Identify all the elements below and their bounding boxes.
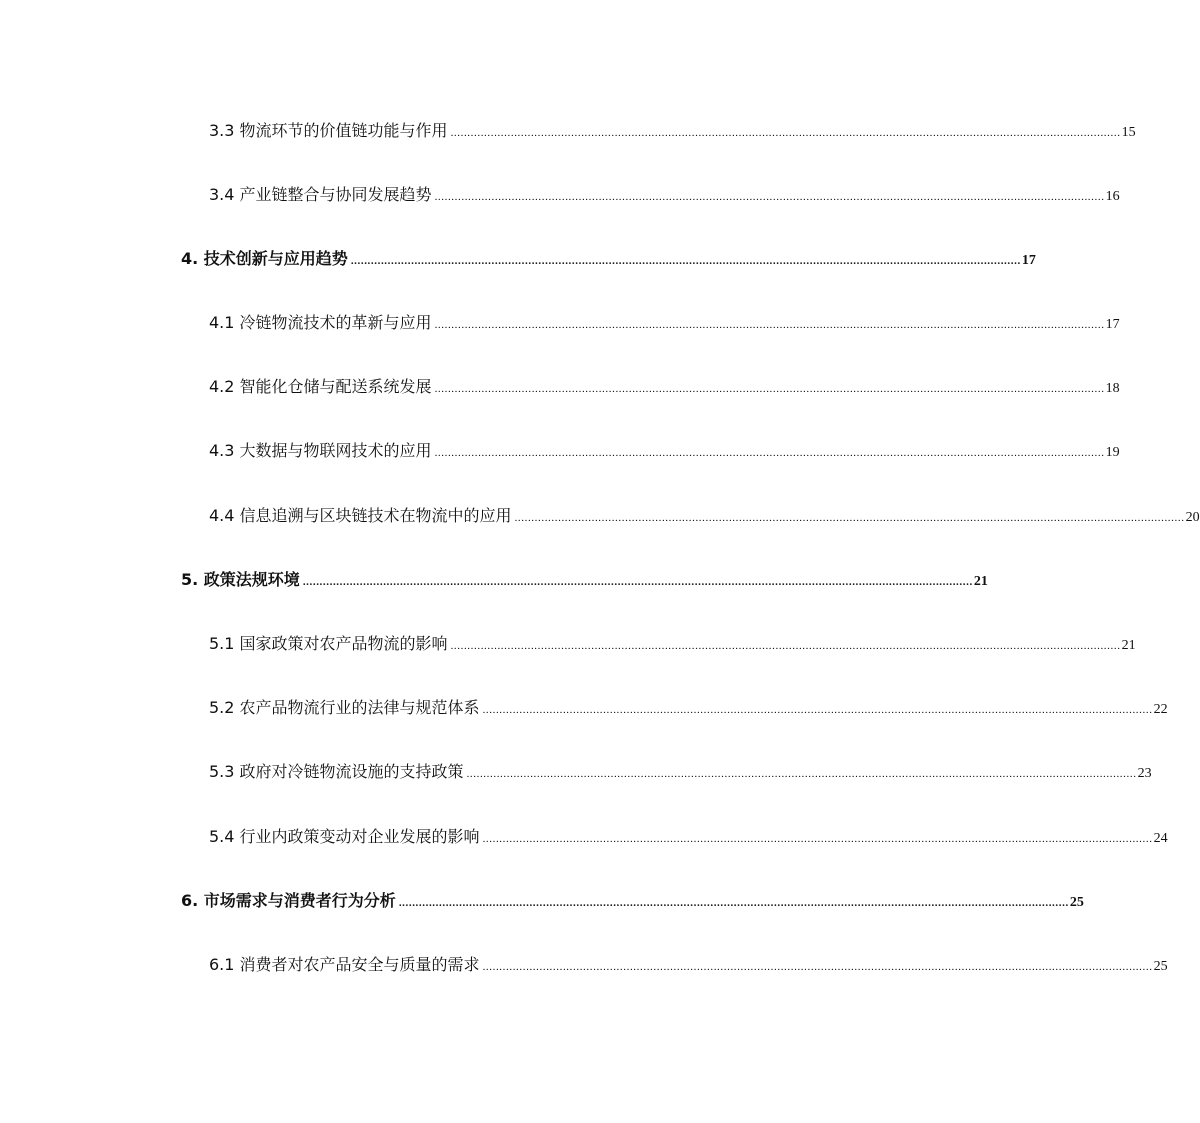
toc-number: 3.3	[209, 121, 235, 140]
toc-number: 6.1	[209, 955, 235, 974]
toc-number: 5.	[181, 570, 199, 589]
toc-page-number: 23	[1137, 766, 1152, 781]
toc-title: 技术创新与应用趋势	[203, 249, 348, 268]
toc-entry-3-3[interactable]	[209, 118, 1136, 141]
toc-entry-4-3[interactable]	[209, 438, 1120, 461]
toc-title: 物流环节的价值链功能与作用	[239, 121, 448, 140]
toc-page-number: 25	[1153, 959, 1168, 974]
toc-title: 信息追溯与区块链技术在物流中的应用	[239, 506, 512, 525]
toc-number: 4.2	[209, 377, 235, 396]
toc-entry-5-2[interactable]	[209, 695, 1168, 718]
toc-page-number: 19	[1105, 445, 1120, 460]
toc-leader: ........................................................................................................................................................................................................	[482, 704, 1153, 716]
toc-number: 5.1	[209, 634, 235, 653]
toc-leader: ........................................................................................................................................................................................................	[398, 897, 1069, 909]
toc-entry-4-2[interactable]	[209, 374, 1120, 397]
toc-entry-5[interactable]	[181, 567, 988, 590]
toc-leader: ........................................................................................................................................................................................................	[350, 255, 1021, 267]
toc-entry-5-1[interactable]	[209, 631, 1136, 654]
toc-entry-4[interactable]	[181, 246, 1036, 269]
toc-number: 5.2	[209, 698, 235, 717]
toc-page-number: 17	[1105, 317, 1120, 332]
toc-page-number: 15	[1121, 125, 1136, 140]
toc-page-number: 16	[1105, 189, 1120, 204]
toc-leader: ........................................................................................................................................................................................................	[514, 512, 1185, 524]
toc-leader: ........................................................................................................................................................................................................	[434, 191, 1105, 203]
toc-title: 智能化仓储与配送系统发展	[239, 377, 432, 396]
toc-entry-5-4[interactable]	[209, 824, 1168, 847]
toc-leader: ........................................................................................................................................................................................................	[434, 383, 1105, 395]
toc-page-number: 21	[973, 574, 988, 589]
toc-leader: ........................................................................................................................................................................................................	[482, 833, 1153, 845]
toc-page-number: 25	[1069, 895, 1084, 910]
toc-entry-6[interactable]	[181, 888, 1084, 911]
toc-entry-4-1[interactable]	[209, 310, 1120, 333]
toc-title: 市场需求与消费者行为分析	[203, 891, 396, 910]
toc-leader: ........................................................................................................................................................................................................	[450, 640, 1121, 652]
toc-page-number: 18	[1105, 381, 1120, 396]
toc-number: 4.4	[209, 506, 235, 525]
toc-page-number: 20	[1185, 510, 1200, 525]
toc-title: 消费者对农产品安全与质量的需求	[239, 955, 480, 974]
toc-title: 产业链整合与协同发展趋势	[239, 185, 432, 204]
toc-number: 4.	[181, 249, 199, 268]
toc-leader: ........................................................................................................................................................................................................	[434, 447, 1105, 459]
toc-number: 4.3	[209, 441, 235, 460]
toc-page-number: 24	[1153, 831, 1168, 846]
toc-title: 农产品物流行业的法律与规范体系	[239, 698, 480, 717]
toc-leader: ........................................................................................................................................................................................................	[482, 961, 1153, 973]
toc-title: 国家政策对农产品物流的影响	[239, 634, 448, 653]
toc-leader: ........................................................................................................................................................................................................	[434, 319, 1105, 331]
toc-number: 6.	[181, 891, 199, 910]
toc-title: 政策法规环境	[203, 570, 300, 589]
toc-number: 4.1	[209, 313, 235, 332]
toc-number: 3.4	[209, 185, 235, 204]
toc-number: 5.3	[209, 762, 235, 781]
toc-entry-4-4[interactable]	[209, 503, 1200, 526]
toc-leader: ........................................................................................................................................................................................................	[466, 768, 1137, 780]
toc-title: 行业内政策变动对企业发展的影响	[239, 827, 480, 846]
toc-entry-5-3[interactable]	[209, 759, 1152, 782]
toc-page-number: 17	[1021, 253, 1036, 268]
toc-page-number: 22	[1153, 702, 1168, 717]
toc-leader: ........................................................................................................................................................................................................	[302, 576, 973, 588]
toc-entry-3-4[interactable]	[209, 182, 1120, 205]
toc-number: 5.4	[209, 827, 235, 846]
toc-title: 政府对冷链物流设施的支持政策	[239, 762, 464, 781]
toc-title: 冷链物流技术的革新与应用	[239, 313, 432, 332]
toc-page-number: 21	[1121, 638, 1136, 653]
toc-title: 大数据与物联网技术的应用	[239, 441, 432, 460]
toc-leader: ........................................................................................................................................................................................................	[450, 127, 1121, 139]
toc-entry-6-1[interactable]	[209, 952, 1168, 975]
